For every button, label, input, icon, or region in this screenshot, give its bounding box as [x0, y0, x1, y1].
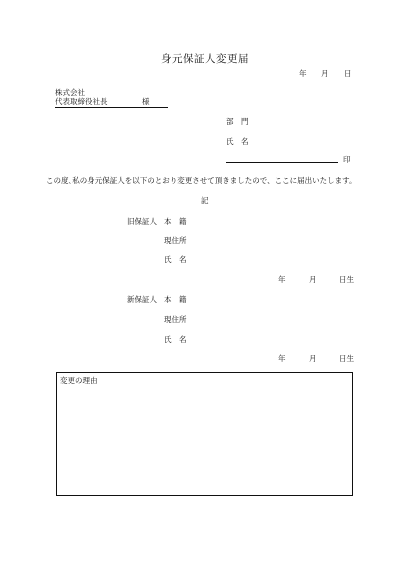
old-guarantor-label: 旧保証人 [127, 217, 157, 226]
new-guarantor-honseki-label: 本 籍 [164, 295, 187, 304]
applicant-name-label: 氏 名 [226, 137, 249, 146]
new-guarantor-name-label: 氏 名 [164, 335, 187, 344]
old-guarantor-honseki-label: 本 籍 [164, 217, 187, 226]
old-guarantor-birth-year: 年 [278, 275, 286, 284]
recipient-position: 代表取締役社長 [55, 97, 108, 106]
new-guarantor-birth-year: 年 [278, 354, 286, 363]
ki-mark: 記 [201, 196, 209, 205]
reason-box[interactable] [56, 372, 353, 496]
old-guarantor-name-label: 氏 名 [164, 255, 187, 264]
date-day: 日 [344, 69, 352, 78]
recipient-company: 株式会社 [55, 88, 85, 97]
new-guarantor-birth-day: 日生 [339, 354, 354, 363]
old-guarantor-birth-month: 月 [309, 275, 317, 284]
new-guarantor-birth-month: 月 [309, 354, 317, 363]
page-title: 身元保証人変更届 [161, 53, 249, 65]
new-guarantor-label: 新保証人 [127, 295, 157, 304]
new-guarantor-address-label: 現住所 [164, 315, 187, 324]
recipient-name-line [55, 107, 168, 108]
body-text: この度､私の身元保証人を以下のとおり変更させて頂きましたので、ここに届出いたします。 [46, 176, 357, 185]
date-year: 年 [299, 69, 307, 78]
reason-label: 変更の理由 [60, 376, 98, 385]
old-guarantor-address-label: 現住所 [164, 236, 187, 245]
applicant-seal-mark: 印 [343, 155, 351, 164]
date-month: 月 [321, 69, 329, 78]
recipient-honorific: 様 [142, 97, 150, 106]
applicant-signature-line [226, 162, 338, 163]
applicant-department-label: 部 門 [226, 117, 249, 126]
old-guarantor-birth-day: 日生 [339, 275, 354, 284]
